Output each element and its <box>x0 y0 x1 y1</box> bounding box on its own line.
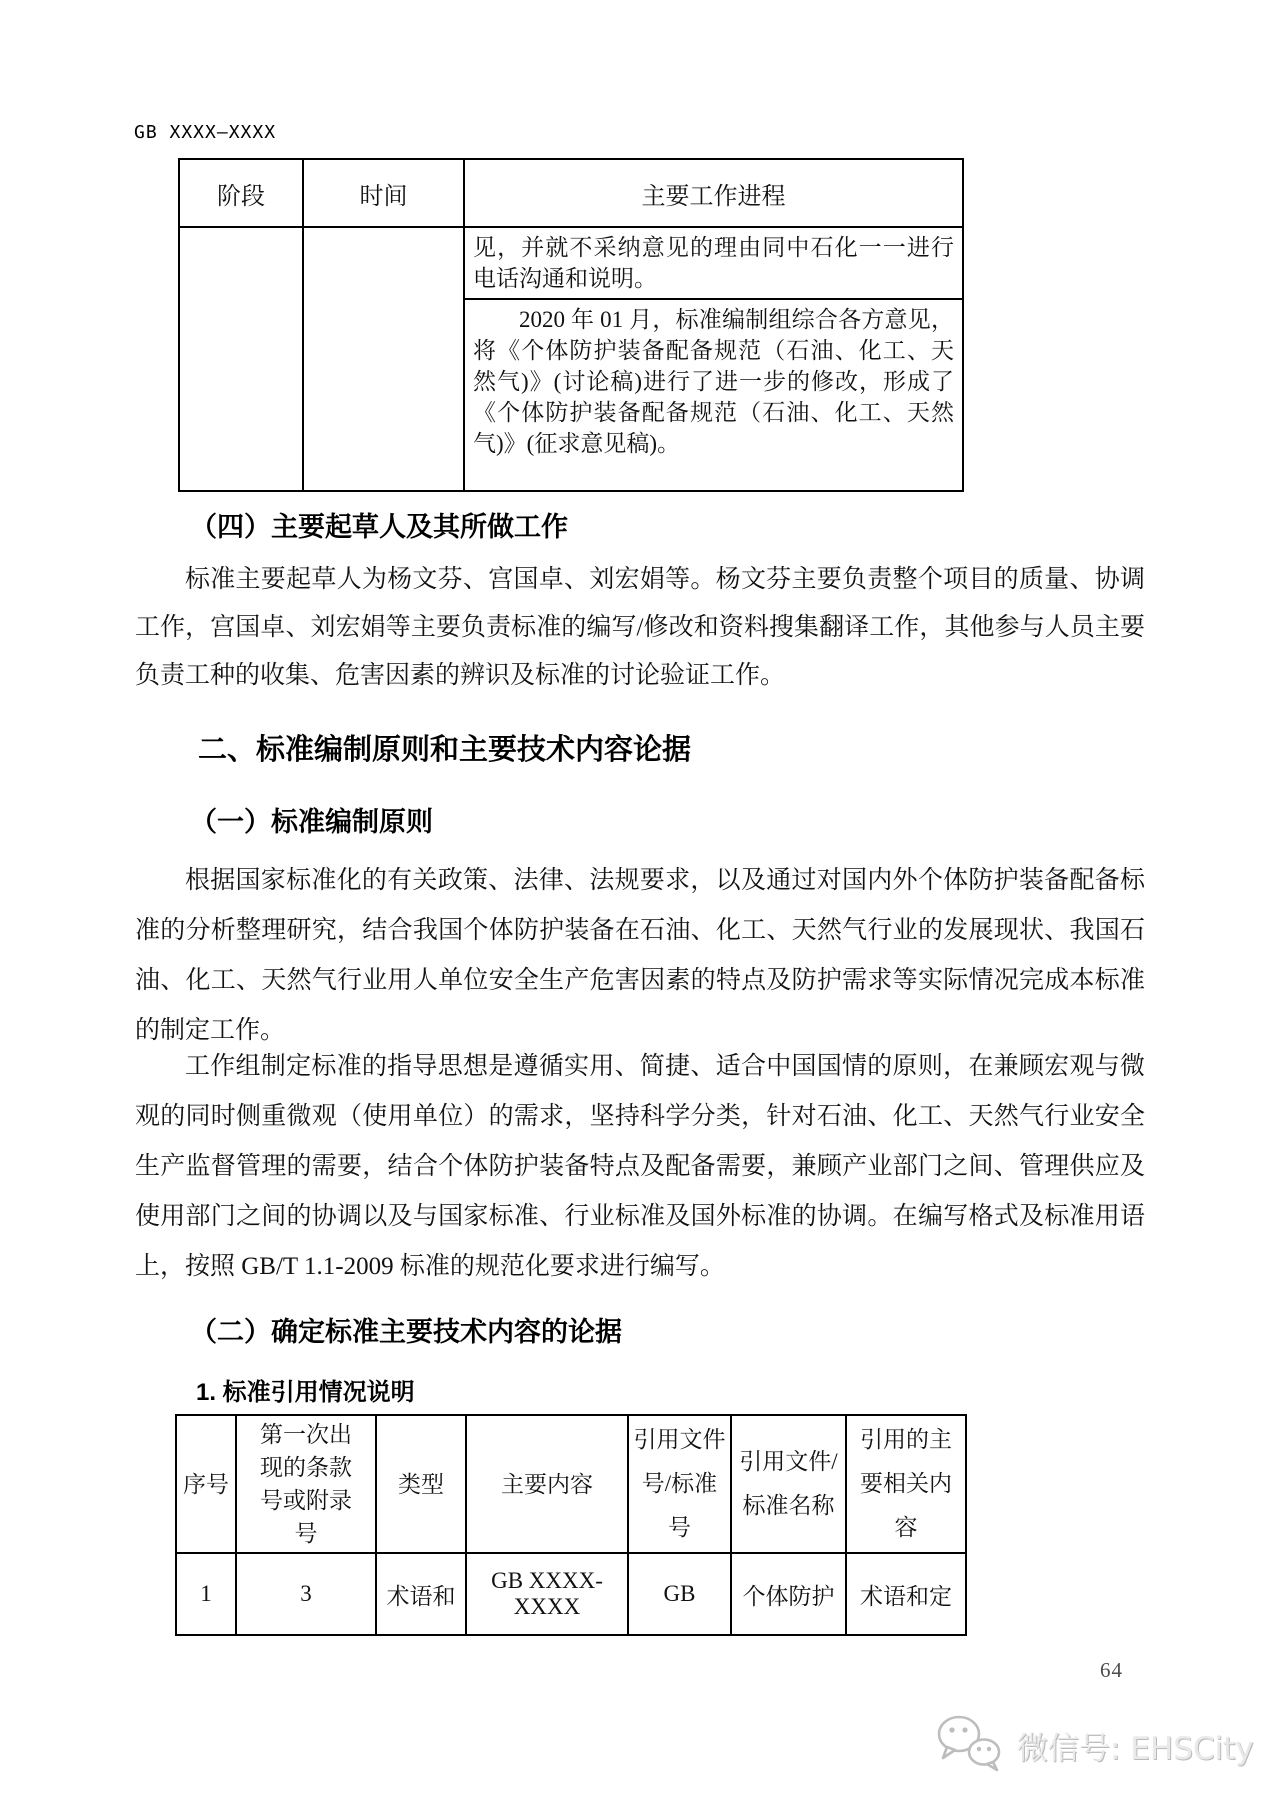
cell-index: 1 <box>176 1553 236 1635</box>
time-cell-empty <box>303 227 464 491</box>
table-row <box>179 227 963 299</box>
cell-cited-doc-number: GB <box>628 1553 731 1635</box>
cell-type: 术语和 <box>376 1553 466 1635</box>
progress-cell-text: 2020 年 01 月，标准编制组综合各方意见，将《个体防护装备配备规范（石油、化工、天然气)》(讨论稿)进行了进一步的修改，形成了《个体防护装备配备规范（石油、化工、天然气)》(征求意见稿)。 <box>473 307 954 456</box>
page-number: 64 <box>1100 1658 1123 1682</box>
citation-row <box>176 1553 966 1635</box>
section-4-paragraph: 标准主要起草人为杨文芬、宫国卓、刘宏娟等。杨文芬主要负责整个项目的质量、协调工作，宫国卓、刘宏娟等主要负责标准的编写/修改和资料搜集翻译工作，其他参与人员主要负责工种的收集、危害因素的辨识及标准的讨论验证工作。 <box>135 566 1145 689</box>
citation-table <box>175 1414 967 1636</box>
col-header-index: 序号 <box>176 1415 236 1553</box>
col-header-cited-doc-name: 引用文件/标准名称 <box>731 1415 846 1553</box>
section-heading-2: （二）确定标准主要技术内容的论据 <box>190 1317 622 1347</box>
subsection-1-heading: 1. 标准引用情况说明 <box>196 1379 415 1406</box>
col-header-progress: 主要工作进程 <box>464 159 963 227</box>
col-header-time: 时间 <box>303 159 464 227</box>
watermark <box>933 1712 1254 1779</box>
document-code: GB XXXX—XXXX <box>134 122 277 143</box>
col-header-first-clause <box>236 1415 376 1553</box>
cell-main-content: GB XXXX-XXXX <box>466 1553 628 1635</box>
wechat-icon <box>933 1712 1007 1779</box>
col-header-cited-related-content: 引用的主要相关内容 <box>846 1415 966 1553</box>
chapter-2-heading: 二、标准编制原则和主要技术内容论据 <box>198 734 692 766</box>
stage-cell-empty <box>179 227 303 491</box>
section-1-paragraph-1: 根据国家标准化的有关政策、法律、法规要求，以及通过对国内外个体防护装备配备标准的分析整理研究，结合我国个体防护装备在石油、化工、天然气行业的发展现状、我国石油、化工、天然气行业用人单位安全生产危害因素的特点及防护需求等实际情况完成本标准的制定工作。 <box>135 867 1145 1044</box>
section-heading-1: （一）标准编制原则 <box>190 807 433 837</box>
watermark-label: 微信号: EHSCity <box>1017 1731 1254 1767</box>
cell-first-clause: 3 <box>236 1553 376 1635</box>
col-header-cited-doc-number: 引用文件号/标准号 <box>628 1415 731 1553</box>
section-heading-4: （四）主要起草人及其所做工作 <box>190 512 568 542</box>
col-header-stage: 阶段 <box>179 159 303 227</box>
col-header-first-clause-text: 第一次出现的条款号或附录号 <box>260 1422 352 1546</box>
progress-cell <box>464 299 963 491</box>
citation-header-row <box>176 1415 966 1553</box>
col-header-main-content: 主要内容 <box>466 1415 628 1553</box>
cell-cited-doc-name: 个体防护 <box>731 1553 846 1635</box>
col-header-type: 类型 <box>376 1415 466 1553</box>
work-progress-table <box>178 158 964 492</box>
table-header-row <box>179 159 963 227</box>
progress-cell: 见，并就不采纳意见的理由同中石化一一进行电话沟通和说明。 <box>464 227 963 299</box>
section-1-paragraph-2: 工作组制定标准的指导思想是遵循实用、简捷、适合中国国情的原则，在兼顾宏观与微观的同时侧重微观（使用单位）的需求，坚持科学分类，针对石油、化工、天然气行业安全生产监督管理的需要，结合个体防护装备特点及配备需要，兼顾产业部门之间、管理供应及使用部门之间的协调以及与国家标准、行业标准及国外标准的协调。在编写格式及标准用语上，按照 GB/T 1.1-2009 标准的规范化要求进行编写。 <box>135 1053 1145 1280</box>
cell-cited-related-content: 术语和定 <box>846 1553 966 1635</box>
